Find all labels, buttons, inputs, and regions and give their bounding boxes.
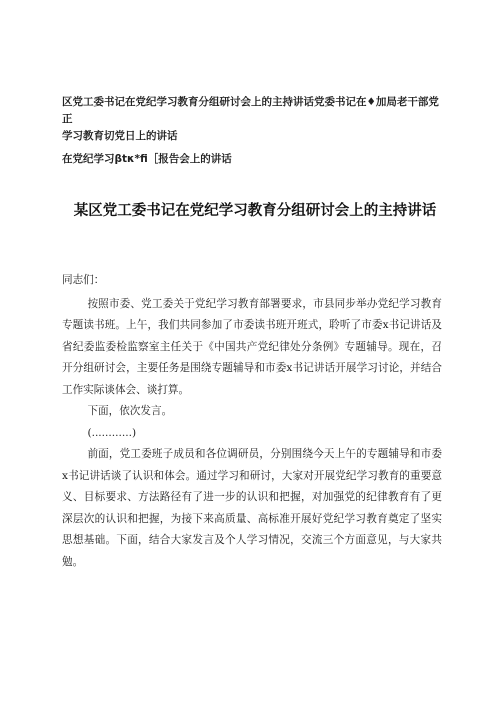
sub-header: 在党纪学习βtκ*fi［报告会上的讲话 (62, 153, 232, 165)
paragraph-summary: 前面，党工委班子成员和各位调研员，分别围绕今天上午的专题辅导和市委x书记讲话谈了认识和体会。通过学习和研讨，大家对开展党纪学习教育的重要意义、目标要求、方法路径有了进一步的认识和把握，对加强党的纪律教育有了更深层次的认识和把握，为接下来高质量、高标准开展好党纪学习教育奠定了坚实思想基础。下面，结合大家发言及个人学习情况，交流三个方面意见，与大家共勉。 (62, 448, 442, 568)
paragraph-speak-order: 下面，依次发言。 (87, 405, 173, 417)
document-header (62, 94, 442, 145)
salutation: 同志们： (62, 274, 105, 286)
header-line-2: 学习教育切党日上的讲话 (62, 130, 178, 142)
document-title: 某区党工委书记在党纪学习教育分组研讨会上的主持讲话 (73, 203, 437, 219)
paragraph-intro: 按照市委、党工委关于党纪学习教育部署要求，市县同步举办党纪学习教育专题读书班。上午，我们共同参加了市委读书班开班式，聆听了市委x书记讲话及省纪委监委检监察室主任关于《中国共产党纪律处分条例》专题辅导。现在，召开分组研讨会，主要任务是围绕专题辅导和市委x书记讲话开展学习讨论，并结合工作实际谈体会、谈打算。 (62, 297, 442, 396)
paragraph-ellipsis: (............) (87, 426, 137, 439)
header-line-1: 区党工委书记在党纪学习教育分组研讨会上的主持讲话党委书记在♦加局老干部党正 (62, 96, 439, 125)
document-body (62, 270, 442, 573)
